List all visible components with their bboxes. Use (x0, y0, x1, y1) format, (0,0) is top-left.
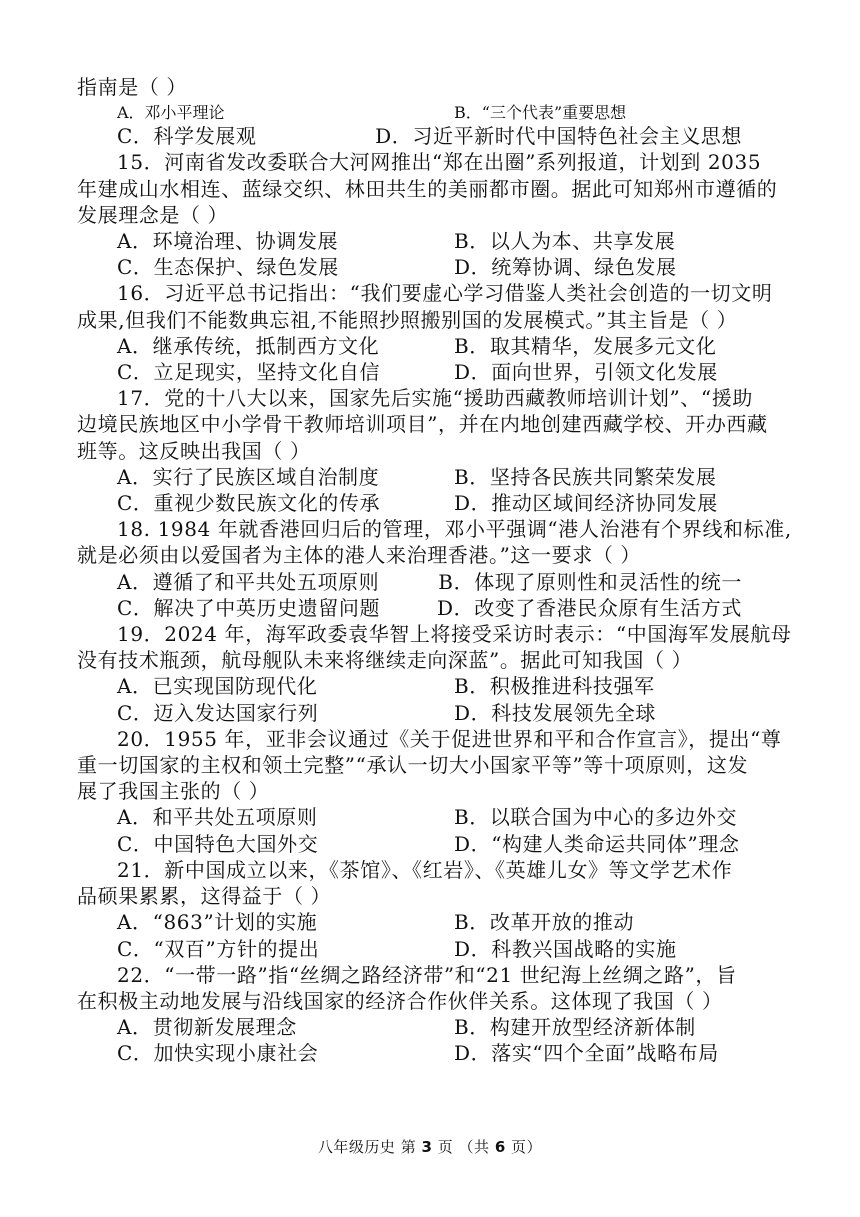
q21-option-d: D．科教兴国战略的实施 (454, 936, 677, 961)
q14-option-b: B．“三个代表”重要思想 (454, 103, 627, 123)
q15-option-c: C．生态保护、绿色发展 (117, 255, 339, 280)
q22-option-a: A．贯彻新发展理念 (117, 1015, 297, 1040)
q15-options-row1 (77, 228, 742, 254)
q18-stem-line1: 18. 1984 年就香港回归后的管理，邓小平强调“港人治港有个界线和标准, (117, 517, 792, 542)
q20-stem-line3: 展了我国主张的（ ） (77, 779, 270, 804)
footer-total-pages: 6 (494, 1138, 506, 1156)
q22-stem-line1: 22．“一带一路”指“丝绸之路经济带”和“21 世纪海上丝绸之路”，旨 (117, 962, 737, 987)
q16-stem-line2: 成果,但我们不能数典忘祖,不能照抄照搬别国的发展模式。”其主旨是（ ） (77, 307, 738, 332)
q20-stem-line1: 20．1955 年，亚非会议通过《关于促进世界和平和合作宣言》，提出“尊 (117, 726, 782, 751)
q19-option-d: D．科技发展领先全球 (454, 700, 657, 725)
q14-options-row2 (77, 123, 742, 149)
q18-option-c: C．解决了中英历史遗留问题 (117, 595, 381, 620)
q22-options-row1 (77, 1014, 742, 1040)
q16-option-c: C．立足现实，坚持文化自信 (117, 360, 381, 385)
q19-stem-line2: 没有技术瓶颈，航母舰队未来将继续走向深蓝”。据此可知我国（ ） (77, 648, 693, 673)
q22-stem-line2: 在积极主动地发展与沿线国家的经济合作伙伴关系。这体现了我国（ ） (77, 988, 723, 1013)
q15-option-b: B．以人为本、共享发展 (454, 229, 676, 254)
footer-page-prefix: 第 (400, 1138, 417, 1156)
q20-option-c: C．中国特色大国外交 (117, 831, 319, 856)
q20-option-d: D．“构建人类命运共同体”理念 (454, 831, 740, 856)
q17-option-a: A．实行了民族区域自治制度 (117, 464, 380, 489)
q15-stem-line1: 15．河南省发改委联合大河网推出“郑在出圈”系列报道，计划到 2035 (117, 150, 762, 175)
q18-options-row2 (77, 595, 742, 621)
q17-option-d: D．推动区域间经济协同发展 (454, 491, 718, 516)
q22-option-b: B．构建开放型经济新体制 (454, 1015, 696, 1040)
q21-stem-line2: 品硕果累累，这得益于（ ） (77, 884, 332, 909)
q20-options-row1 (77, 804, 742, 830)
q20-option-b: B．以联合国为中心的多边外交 (454, 805, 738, 830)
q20-stem-line2: 重一切国家的主权和领土完整”“承认一切大小国家平等”等十项原则，这发 (77, 753, 749, 778)
q17-option-c: C．重视少数民族文化的传承 (117, 491, 381, 516)
q17-options-row2 (77, 490, 742, 516)
q21-stem-line1: 21．新中国成立以来，《茶馆》、《红岩》、《英雄儿女》等文学艺术作 (117, 857, 733, 882)
q16-stem-line1: 16．习近平总书记指出：“我们要虚心学习借鉴人类社会创造的一切文明 (117, 281, 773, 306)
q15-options-row2 (77, 254, 742, 280)
q14-option-d: D．习近平新时代中国特色社会主义思想 (375, 124, 742, 149)
q21-option-b: B．改革开放的推动 (454, 910, 635, 935)
q19-stem-line1: 19．2024 年，海军政委袁华智上将接受采访时表示：“中国海军发展航母 (117, 622, 792, 647)
q15-option-d: D．统筹协调、绿色发展 (454, 255, 677, 280)
q15-option-a: A．环境治理、协调发展 (117, 229, 339, 254)
q14-options-row1 (77, 100, 742, 123)
q22-options-row2 (77, 1040, 742, 1066)
q22-option-d: D．落实“四个全面”战略布局 (454, 1041, 719, 1066)
footer-subject: 八年级历史 (317, 1138, 396, 1156)
q16-option-d: D．面向世界，引领文化发展 (454, 360, 718, 385)
q21-option-c: C．“双百”方针的提出 (117, 936, 320, 961)
q18-option-b: B．体现了原则性和灵活性的统一 (438, 569, 742, 594)
footer-page-suffix: 页 (437, 1138, 454, 1156)
q18-option-d: D．改变了香港民众原有生活方式 (436, 595, 742, 620)
q15-stem-line3: 发展理念是（ ） (77, 202, 229, 227)
footer-page-number: 3 (421, 1138, 433, 1156)
q14-option-c: C．科学发展观 (117, 124, 257, 149)
q19-option-a: A．已实现国防现代化 (117, 674, 318, 699)
q17-option-b: B．坚持各民族共同繁荣发展 (454, 464, 717, 489)
q16-option-a: A．继承传统，抵制西方文化 (117, 333, 380, 358)
q20-options-row2 (77, 831, 742, 857)
q22-option-c: C．加快实现小康社会 (117, 1041, 319, 1066)
q19-option-b: B．积极推进科技强军 (454, 674, 655, 699)
q21-options-row2 (77, 936, 742, 962)
q18-option-a: A．遵循了和平共处五项原则 (117, 569, 380, 594)
q14-stem-tail: 指南是（ ） (77, 75, 187, 99)
q17-options-row1 (77, 464, 742, 490)
q16-options-row1 (77, 333, 742, 359)
q17-stem-line2: 边境民族地区中小学骨干教师培训项目”，并在内地创建西藏学校、开办西藏 (77, 412, 768, 437)
q16-option-b: B．取其精华，发展多元文化 (454, 333, 717, 358)
q17-stem-line1: 17．党的十八大以来，国家先后实施“援助西藏教师培训计划”、“援助 (117, 386, 753, 411)
q15-stem-line2: 年建成山水相连、蓝绿交织、林田共生的美丽都市圈。据此可知郑州市遵循的 (77, 176, 778, 201)
q20-option-a: A．和平共处五项原则 (117, 805, 318, 830)
q21-option-a: A．“863”计划的实施 (117, 910, 318, 935)
footer-total-prefix: （共 (458, 1138, 490, 1156)
q19-option-c: C．迈入发达国家行列 (117, 700, 319, 725)
q17-stem-line3: 班等。这反映出我国（ ） (77, 438, 311, 463)
q19-options-row2 (77, 700, 742, 726)
q18-options-row1 (77, 569, 742, 595)
q16-options-row2 (77, 359, 742, 385)
footer-total-suffix: 页） (511, 1138, 543, 1156)
q19-options-row1 (77, 673, 742, 699)
page-footer (0, 1136, 860, 1157)
q18-stem-line2: 就是必须由以爱国者为主体的港人来治理香港。”这一要求（ ） (77, 543, 641, 568)
q14-option-a: A．邓小平理论 (117, 103, 225, 123)
q21-options-row1 (77, 909, 742, 935)
